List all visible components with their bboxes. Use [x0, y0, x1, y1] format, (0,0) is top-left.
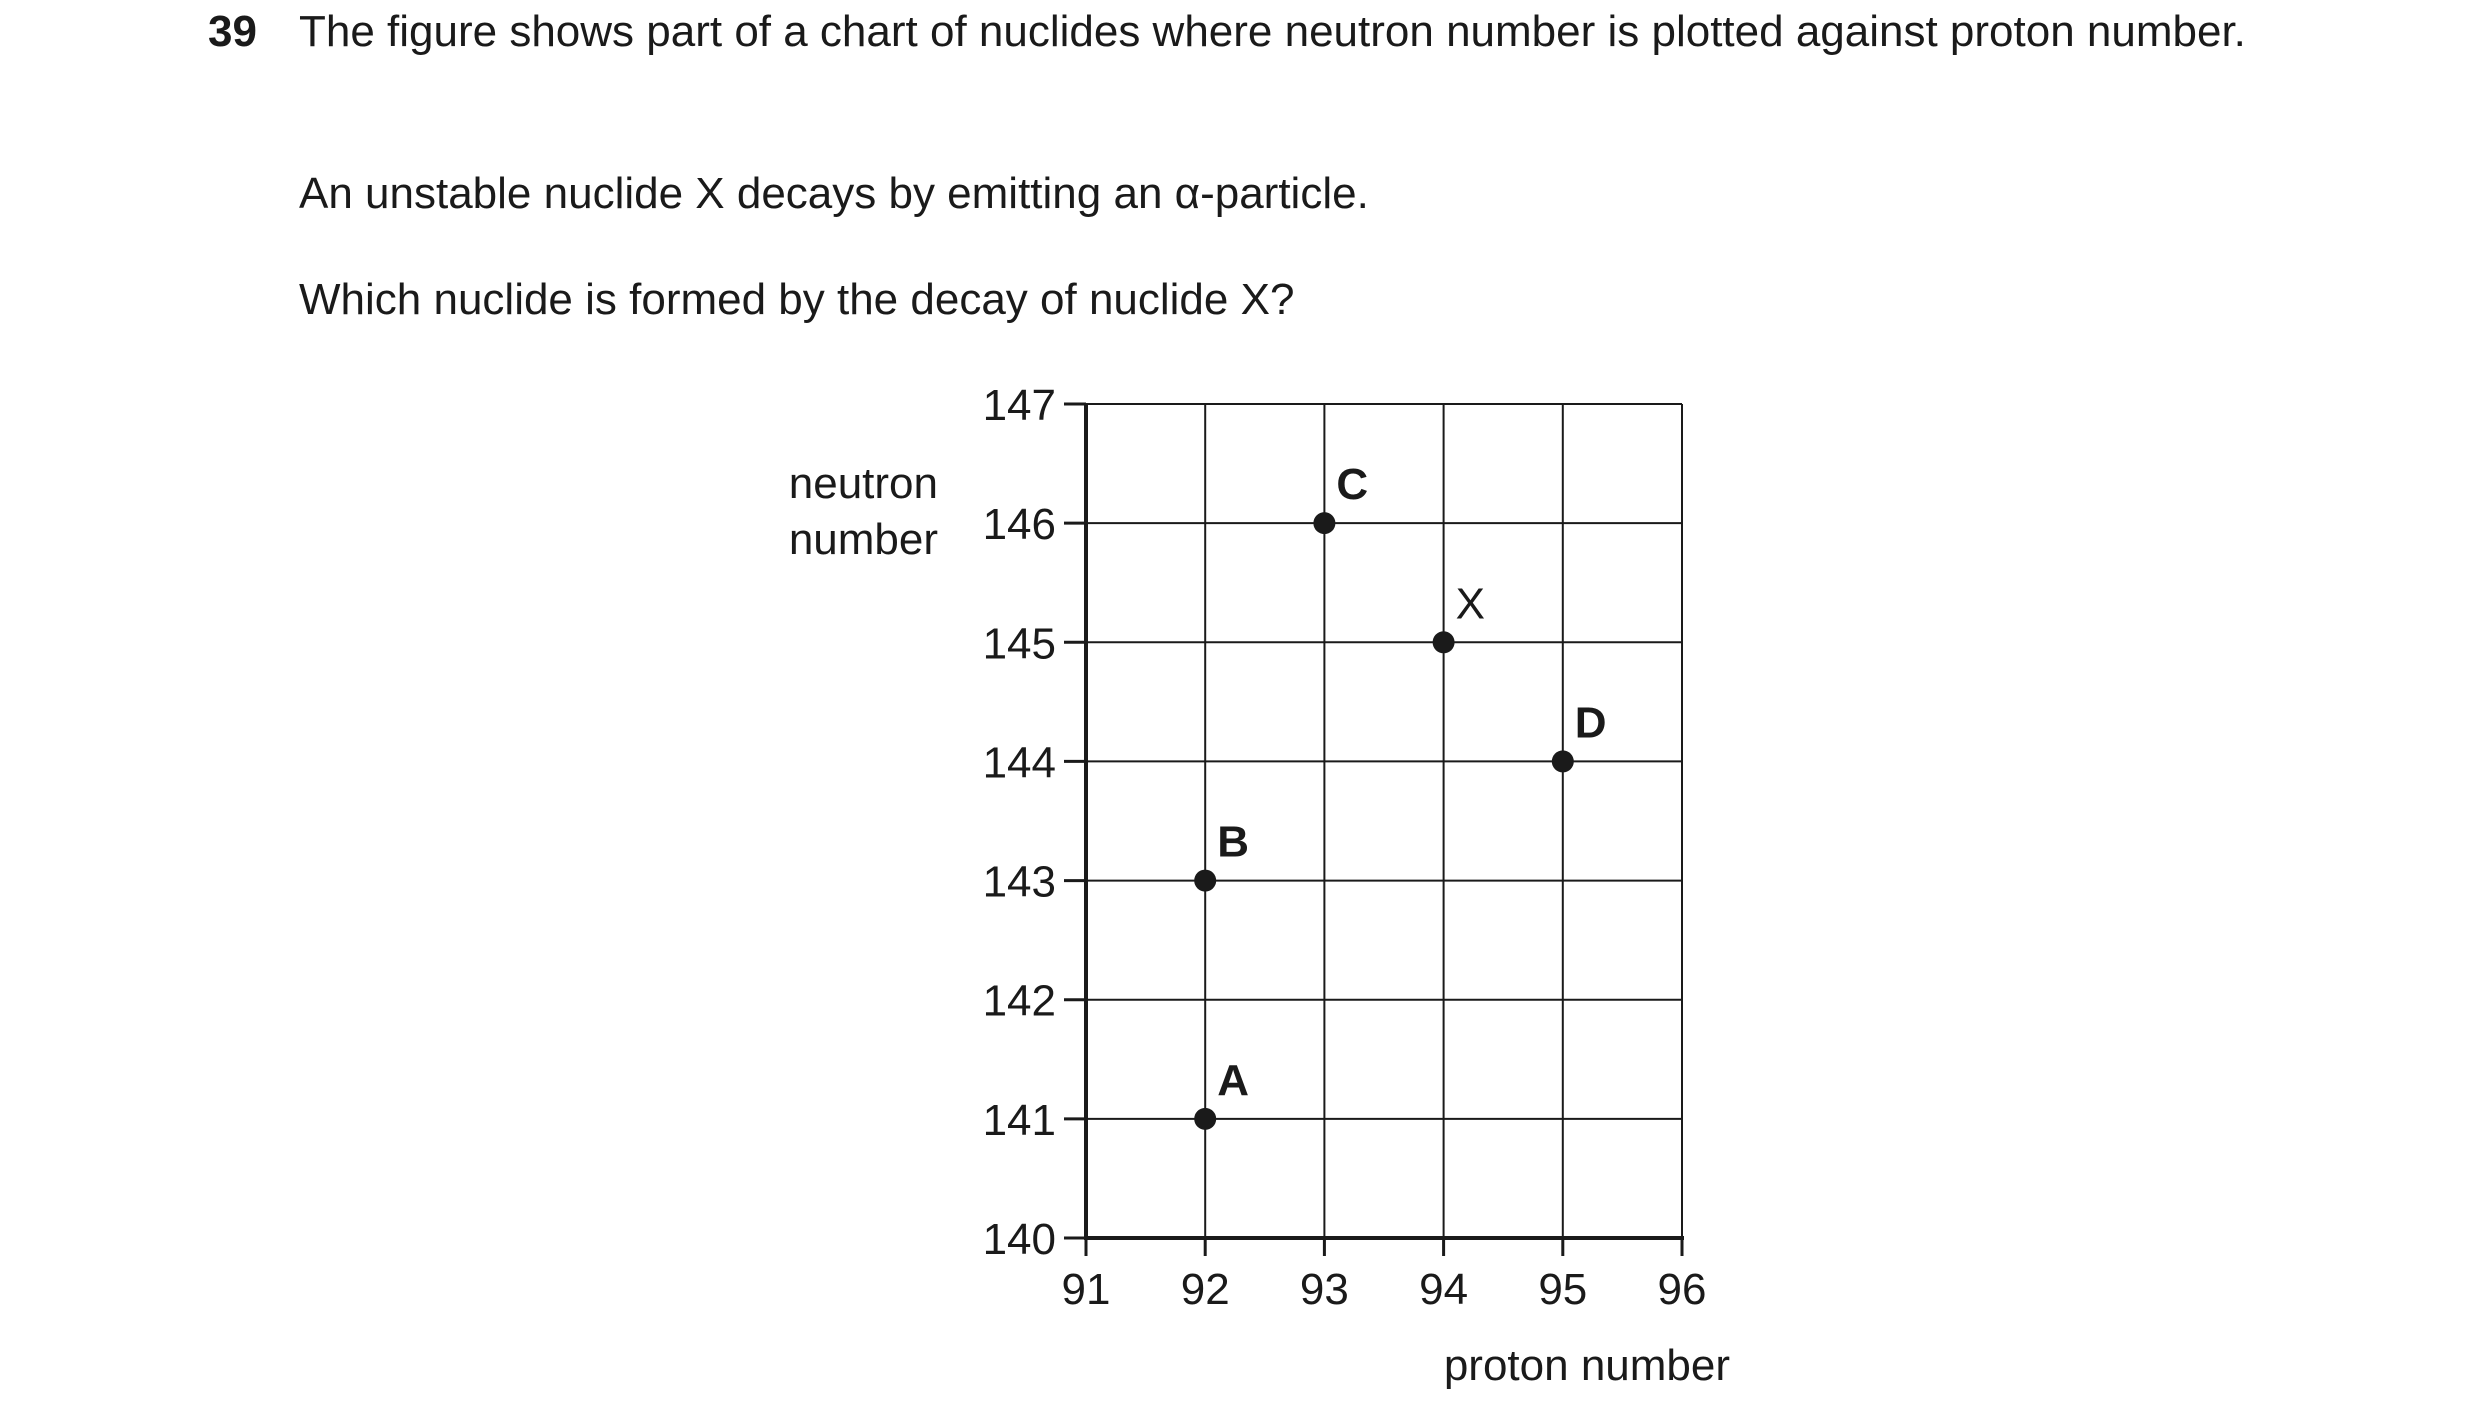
- nuclide-point-b: [1194, 870, 1216, 892]
- x-tick-label: 92: [1180, 1265, 1230, 1314]
- nuclide-point-d: [1552, 750, 1574, 772]
- question-stem-intro: The figure shows part of a chart of nuclides where neutron number is plotted against proton number.: [299, 7, 2246, 56]
- y-tick-label: 142: [982, 976, 1056, 1026]
- y-tick-label: 140: [982, 1215, 1056, 1264]
- nuclide-label-b: B: [1217, 817, 1249, 867]
- chart-ticks: [983, 381, 1707, 1314]
- question-number: 39: [208, 7, 257, 56]
- question-stem-decay: An unstable nuclide X decays by emitting an α-particle.: [299, 169, 1369, 218]
- nuclide-label-x: X: [1455, 579, 1485, 629]
- nuclide-point-x: [1433, 631, 1455, 653]
- nuclide-point-a: [1194, 1108, 1216, 1130]
- y-tick-label: 144: [982, 738, 1056, 788]
- question-stem-prompt: Which nuclide is formed by the decay of nuclide X?: [299, 275, 1295, 324]
- chart-grid: [1086, 404, 1682, 1238]
- y-tick-label: 145: [982, 619, 1056, 669]
- y-tick-label: 147: [982, 381, 1056, 430]
- x-axis-label: proton number: [1443, 1341, 1730, 1390]
- nuclide-label-d: D: [1574, 698, 1607, 748]
- y-tick-label: 141: [982, 1095, 1056, 1145]
- nuclide-point-c: [1313, 512, 1335, 534]
- x-tick-label: 94: [1419, 1265, 1469, 1314]
- chart-points: [1194, 460, 1606, 1130]
- y-axis-label: [789, 459, 938, 564]
- x-tick-label: 95: [1538, 1265, 1588, 1314]
- chart-axes: [1084, 403, 1684, 1240]
- y-tick-label: 143: [982, 857, 1056, 907]
- y-axis-label-line: number: [788, 515, 938, 564]
- x-tick-label: 91: [1061, 1265, 1111, 1314]
- y-axis-label-line: neutron: [788, 459, 938, 508]
- nuclide-label-c: C: [1336, 460, 1369, 510]
- y-tick-label: 146: [982, 500, 1056, 550]
- x-tick-label: 93: [1299, 1265, 1349, 1314]
- x-tick-label: 96: [1657, 1265, 1707, 1314]
- nuclide-label-a: A: [1217, 1055, 1249, 1105]
